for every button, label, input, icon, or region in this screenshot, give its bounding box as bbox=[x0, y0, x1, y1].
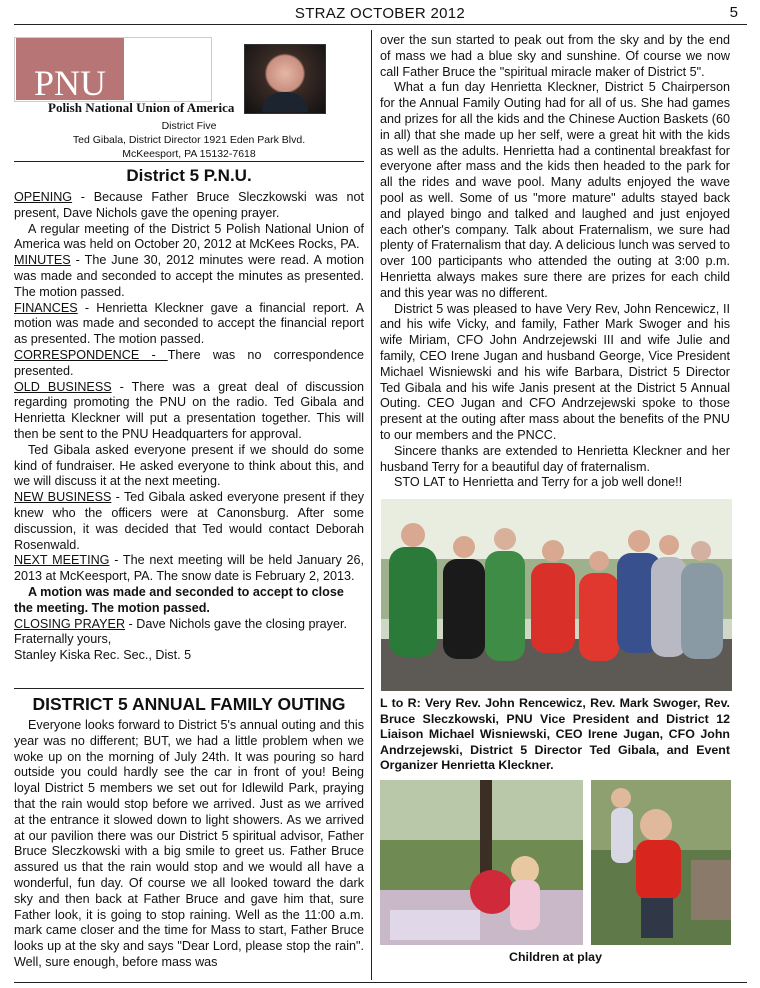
outing-para-4: Sincere thanks are extended to Henrietta Kleckner and her husband Terry for a beautiful day of fraternalism. bbox=[380, 443, 730, 474]
signoff: Fraternally yours, bbox=[14, 632, 112, 647]
closing-prayer-label: CLOSING PRAYER bbox=[14, 616, 126, 631]
district-address bbox=[14, 119, 364, 161]
issue-title: STRAZ OCTOBER 2012 bbox=[294, 5, 466, 22]
outing-para-5: STO LAT to Henrietta and Terry for a job well done!! bbox=[394, 475, 683, 490]
outing-title: DISTRICT 5 ANNUAL FAMILY OUTING bbox=[32, 694, 346, 714]
outing-para-2: What a fun day Henrietta Kleckner, District 5 Chairperson for the Annual Family Outing had for all of us. She had games and prizes for all the kids and the Chinese Auction Baskets (60 in all) that she made up her self, were a great hit with the kids as well as the adults. Henrietta had a continental breakfast for everyone after mass and the kids then headed to the park for all the rides and wave pool. Many adults enjoyed the wave pool as well. Some of us "more mature" adults stayed back and played bingo and talked and laughed and just enjoyed each other's company. Talk about Fraternalism, we sure had plenty of Fraternalism that day. A delicious lunch was served to over 100 participants who attended the outing at 3:00 p.m. Henrietta always makes sure there are prizes for each child and this year was no different. bbox=[380, 80, 730, 300]
outing-body-right bbox=[380, 33, 730, 491]
org-name: Polish National Union of America bbox=[48, 100, 235, 115]
column-divider bbox=[371, 30, 372, 980]
group-photo-caption: L to R: Very Rev. John Rencewicz, Rev. Mark Swoger, Rev. Bruce Sleczkowski, PNU Vice President and District 12 Liaison Michael Wisniewski, CEO Irene Jugan, CFO John Andrzejewski, District 5 Director Ted Gibala, and Event Organizer Henrietta Kleckner. bbox=[380, 696, 730, 773]
masthead-rule bbox=[14, 161, 364, 162]
opening-label: OPENING bbox=[14, 190, 73, 204]
children-photo-left-image bbox=[380, 780, 583, 945]
section-rule bbox=[14, 688, 364, 689]
minutes-text: - The June 30, 2012 minutes were read. A motion was made and seconded to accept the minutes as presented. The motion passed. bbox=[14, 253, 364, 299]
children-photo-right bbox=[591, 780, 731, 945]
outing-para-1-cont: over the sun started to peak out from the sky and by the end of mass we had a blue sky and sunshine. Of course we now call Father Bruce the "spiritual miracle maker of District 5". bbox=[380, 33, 730, 79]
children-photo-caption: Children at play bbox=[509, 950, 602, 964]
district-name: District Five bbox=[161, 120, 217, 132]
correspondence-label: CORRESPONDENCE - bbox=[14, 347, 168, 362]
address-line-2: McKeesport, PA 15132-7618 bbox=[122, 148, 256, 160]
minutes-body bbox=[14, 190, 364, 664]
motion-text: A motion was made and seconded to accept to close the meeting. The motion passed. bbox=[14, 584, 344, 615]
next-meeting-label: NEXT MEETING bbox=[14, 553, 110, 568]
finances-label: FINANCES bbox=[14, 300, 78, 315]
old-business-label: OLD BUSINESS bbox=[14, 379, 112, 394]
children-photo-right-image bbox=[591, 780, 731, 945]
regular-meeting-text: A regular meeting of the District 5 Polish National Union of America was held on October 20, 2012 at McKees Rocks, PA. bbox=[14, 221, 364, 252]
new-business-text: - Ted Gibala asked everyone present if they knew who the officers were at Canonsburg. After some discussion, it was decided that Ted would contact Deborah Rosenwald. bbox=[14, 490, 364, 552]
next-meeting-text: - The next meeting will be held January 26, 2013 at McKeesport, PA. The snow date is February 2, 2013. bbox=[14, 553, 365, 584]
correspondence-text: There was no correspondence presented. bbox=[14, 347, 364, 378]
group-photo bbox=[381, 499, 732, 691]
address-line-1: Ted Gibala, District Director 1921 Eden Park Blvd. bbox=[72, 134, 306, 146]
page-number: 5 bbox=[729, 4, 738, 21]
header-rule bbox=[14, 24, 747, 25]
new-business-label: NEW BUSINESS bbox=[14, 490, 112, 505]
fundraiser-text: Ted Gibala asked everyone present if we should do some kind of fundraiser. He asked everyone to think about this, and we will discuss it at the next meeting. bbox=[14, 442, 364, 489]
outing-para-3: District 5 was pleased to have Very Rev, John Rencewicz, II and his wife Vicky, and family, Father Mark Swoger and his wife Miriam, CFO John Andrzejewski III and wife Julie and family, CEO Irene Jugan and husband George, Vice President Michael Wisniewski and his wife Barbara, District 5 Director Ted Gibala and his wife Janis present at the District 5 Annual Outing. CEO Jugan and CFO Andrzejewski spoke to those present at the outing after mass about the benefits of the PNU to our members and the PNCC. bbox=[380, 301, 730, 442]
outing-body-left bbox=[14, 718, 364, 971]
footer-rule bbox=[14, 982, 747, 983]
old-business-text: - There was a great deal of discussion regarding promoting the PNU on the radio. Ted Gibala and Henrietta Kleckner will put a presentation together. This will then be sent to the PNU Headquarters for approval. bbox=[14, 379, 364, 441]
pnu-logo-text: PNU bbox=[33, 63, 107, 103]
minutes-label: MINUTES bbox=[14, 253, 71, 268]
group-photo-image bbox=[381, 499, 732, 691]
finances-text: - Henrietta Kleckner gave a financial report. A motion was made and seconded to accept the financial report as presented. The motion passed. bbox=[14, 300, 364, 347]
outing-para-1: Everyone looks forward to District 5's annual outing and this year was no different; BUT, we had a little problem when we woke up on the morning of July 24th. It was pouring so hard outside you could hardly see the car in front of you! Being loyal District 5 members we set out for Idlewild Park, praying that the rain would stop before we arrived. Just as we arrived at the entrance it slowed down to light showers. As we arrived at our pavilion there was our District 5 spiritual advisor, Father Bruce Sleczkowski with a big smile to greet us. Father Bruce assured us that the rain would stop and we would all have a wonderful, fun day. Of course we all looked toward the dark sky and then back at Father Bruce and gave him that, sure Father look, it is going to stop raining. Well as the 11:00 a.m. mark came closer and the time for Mass to start, Father Bruce looks up at the sky and says "Dear Lord, please stop the rain". Well, sure enough, before mass was bbox=[14, 718, 364, 969]
opening-text: - Because Father Bruce Sleczkowski was not present, Dave Nichols gave the opening prayer. bbox=[14, 190, 364, 220]
closing-prayer-text: - Dave Nichols gave the closing prayer. bbox=[125, 616, 347, 631]
signature: Stanley Kiska Rec. Sec., Dist. 5 bbox=[14, 648, 192, 663]
minutes-title: District 5 P.N.U. bbox=[126, 166, 252, 185]
children-photo-left bbox=[380, 780, 583, 945]
